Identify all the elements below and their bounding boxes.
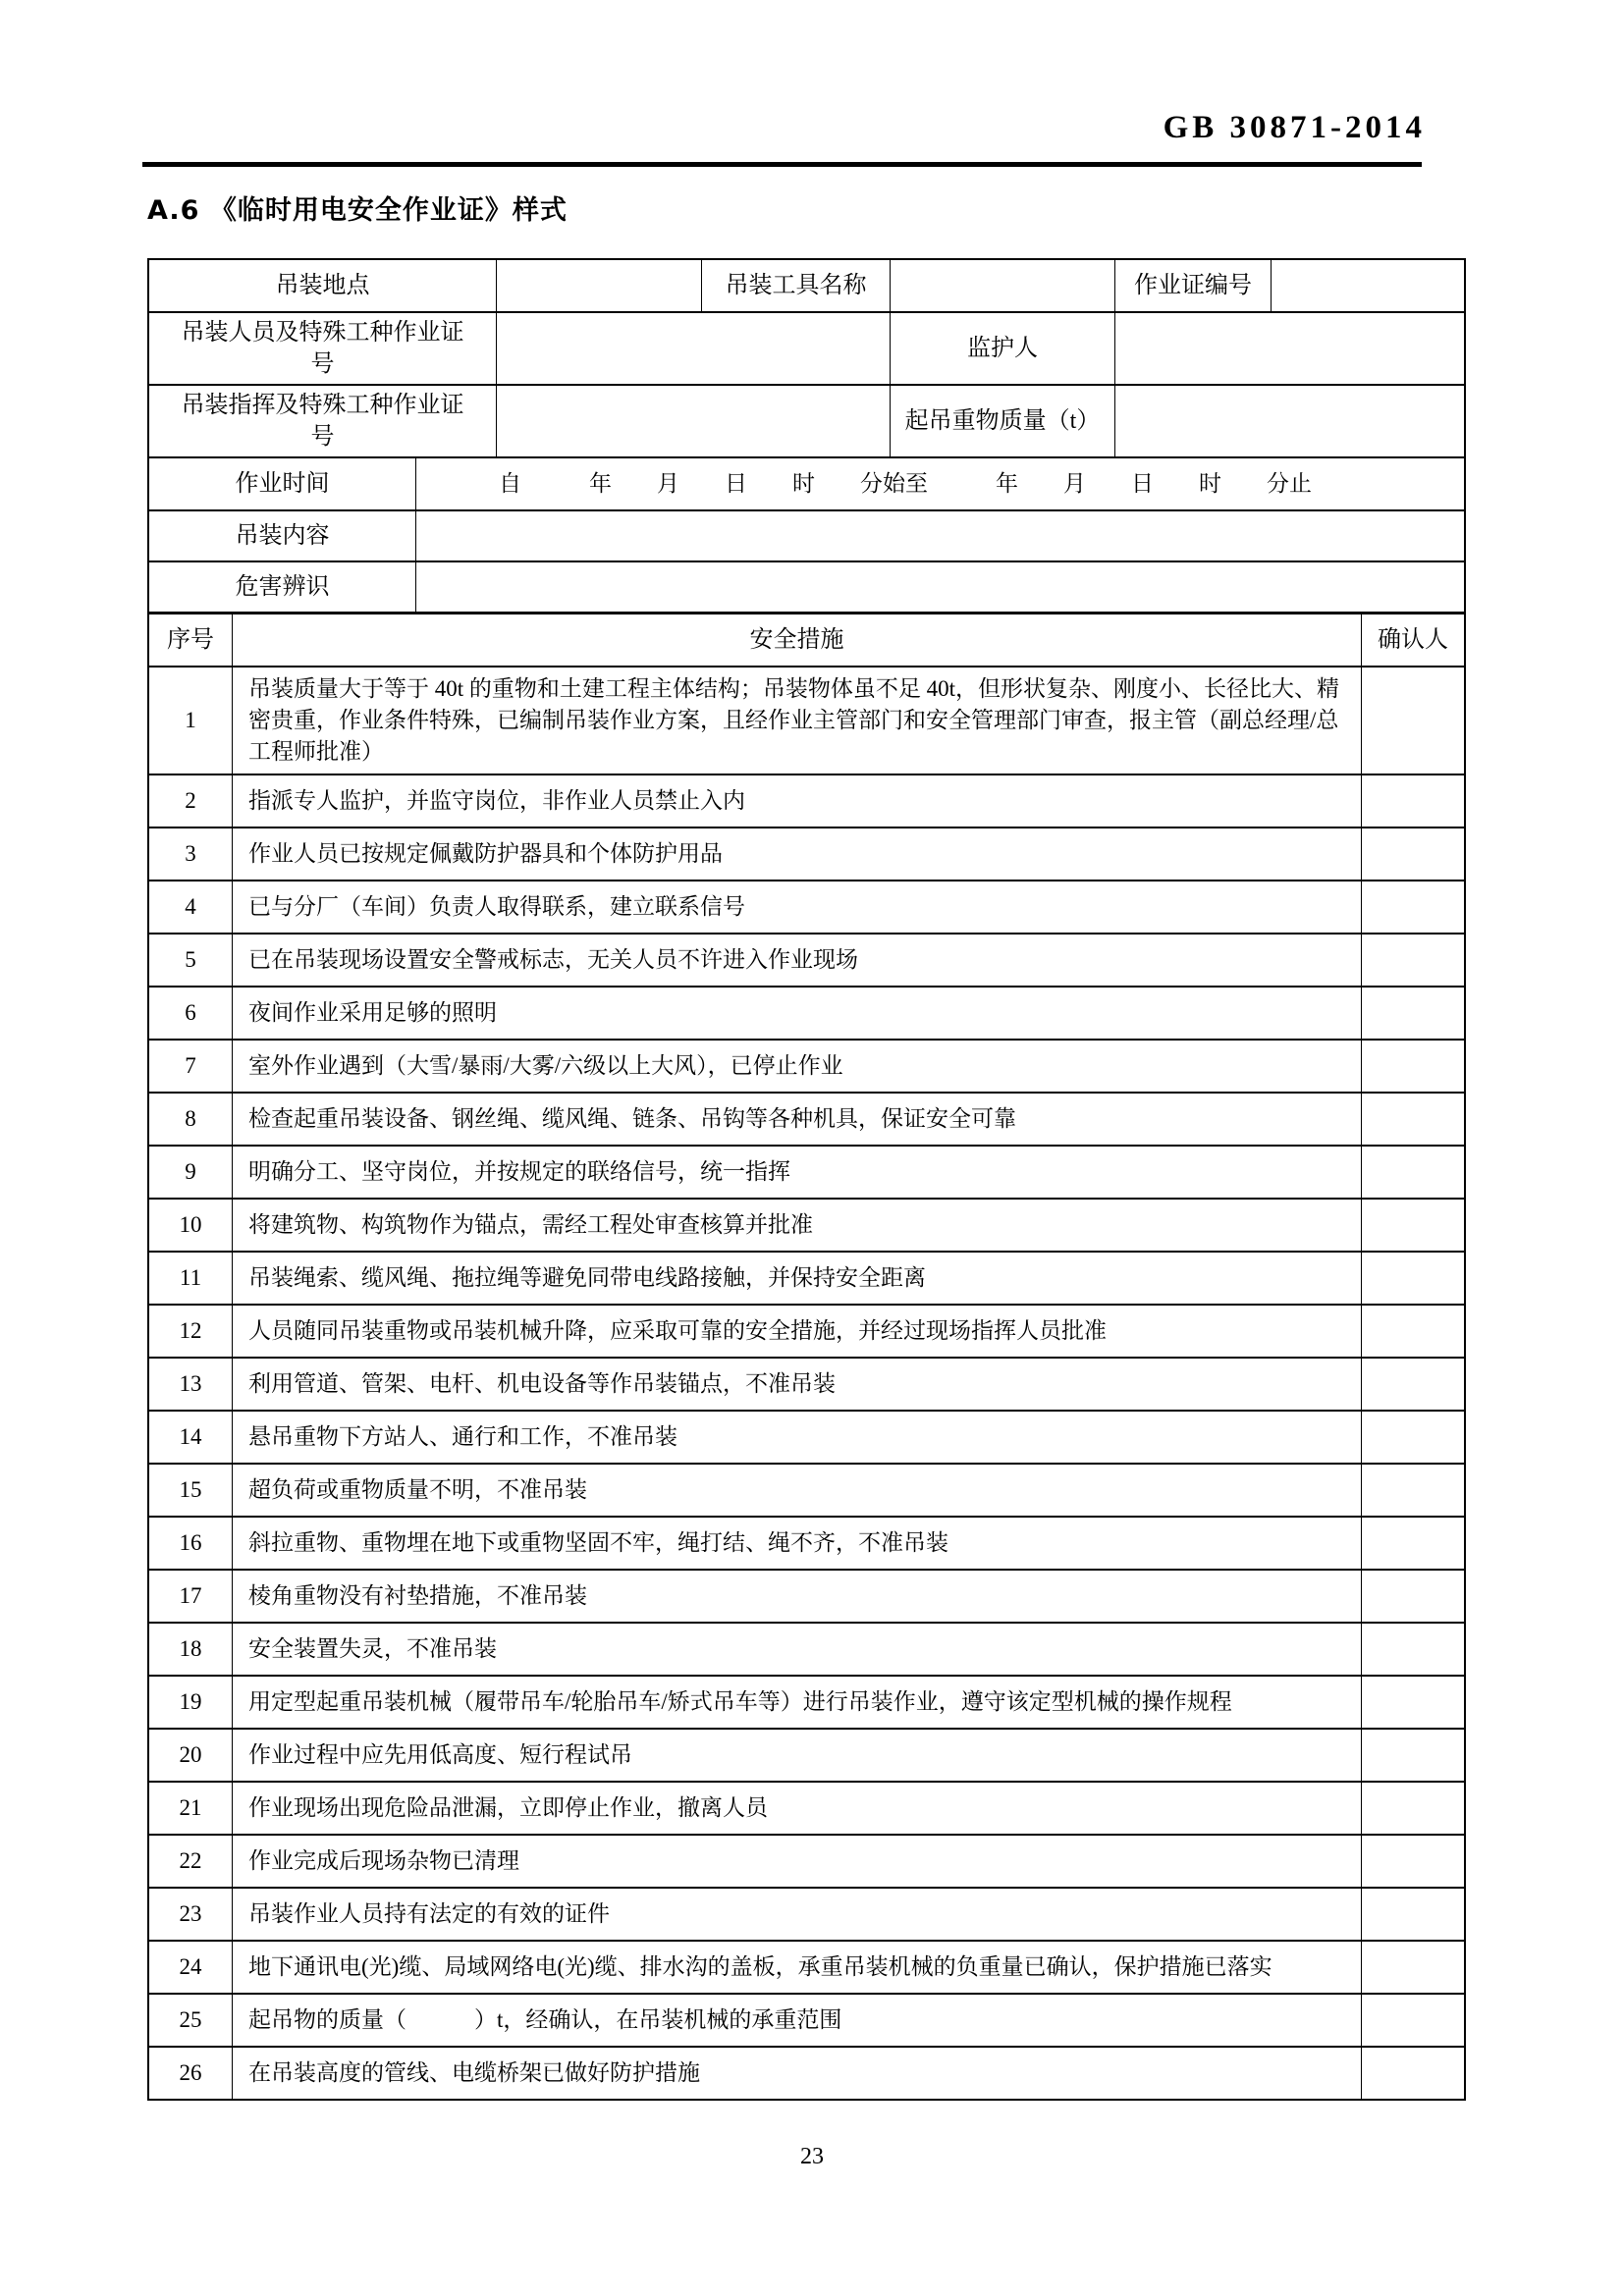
measure-number-cell: 25 bbox=[179, 2007, 202, 2032]
measure-confirm-cell bbox=[1361, 1094, 1464, 1145]
measure-number-cell: 7 bbox=[185, 1053, 196, 1078]
lift-content-label: 吊装内容 bbox=[235, 523, 330, 549]
measure-number-cell: 2 bbox=[185, 788, 196, 813]
measure-text-cell: 作业现场出现危险品泄漏，立即停止作业，撤离人员 bbox=[232, 1783, 1361, 1834]
lift-location-value-cell bbox=[496, 260, 701, 311]
measure-row bbox=[149, 774, 1464, 827]
measure-row bbox=[149, 986, 1464, 1039]
measure-number-cell: 8 bbox=[185, 1106, 196, 1131]
measure-text-cell: 用定型起重吊装机械（履带吊车/轮胎吊车/矫式吊车等）进行吊装作业，遵守该定型机械的操作规程 bbox=[232, 1677, 1361, 1728]
measure-confirm-cell bbox=[1361, 1041, 1464, 1092]
measure-number-cell: 23 bbox=[179, 1901, 202, 1926]
measure-confirm-cell bbox=[1361, 1836, 1464, 1887]
measure-number-cell: 21 bbox=[179, 1795, 202, 1820]
measure-number-cell: 16 bbox=[179, 1530, 202, 1555]
measure-number-cell: 9 bbox=[185, 1159, 196, 1184]
lift-content-value-cell bbox=[415, 511, 1464, 561]
measure-row bbox=[149, 1675, 1464, 1728]
measure-text-cell: 起吊物的质量（ ）t，经确认，在吊装机械的承重范围 bbox=[232, 1995, 1361, 2046]
form-row-content bbox=[149, 509, 1464, 561]
col-confirm-header: 确认人 bbox=[1361, 614, 1464, 666]
measure-row bbox=[149, 2046, 1464, 2099]
measure-confirm-cell bbox=[1361, 1624, 1464, 1675]
measure-confirm-cell bbox=[1361, 1942, 1464, 1993]
measure-text-cell: 检查起重吊装设备、钢丝绳、缆风绳、链条、吊钩等各种机具，保证安全可靠 bbox=[232, 1094, 1361, 1145]
tool-name-label: 吊装工具名称 bbox=[701, 260, 890, 311]
measure-row bbox=[149, 1728, 1464, 1781]
measure-row bbox=[149, 933, 1464, 986]
measures-header-row bbox=[149, 612, 1464, 666]
measure-number-cell: 3 bbox=[185, 841, 196, 866]
measure-number-cell: 13 bbox=[179, 1371, 202, 1396]
measure-row bbox=[149, 1198, 1464, 1251]
section-title: A.6 《临时用电安全作业证》样式 bbox=[147, 195, 568, 226]
measure-text-cell: 在吊装高度的管线、电缆桥架已做好防护措施 bbox=[232, 2048, 1361, 2099]
measure-row bbox=[149, 1940, 1464, 1993]
measure-number-cell: 1 bbox=[185, 708, 196, 732]
measure-row bbox=[149, 880, 1464, 933]
measure-row bbox=[149, 1251, 1464, 1304]
measure-row bbox=[149, 1834, 1464, 1887]
measure-row bbox=[149, 1622, 1464, 1675]
measure-number-cell: 15 bbox=[179, 1477, 202, 1502]
guardian-label: 监护人 bbox=[890, 313, 1114, 384]
form-row-commander bbox=[149, 384, 1464, 456]
measure-text-cell: 棱角重物没有衬垫措施，不准吊装 bbox=[232, 1571, 1361, 1622]
measure-confirm-cell bbox=[1361, 775, 1464, 827]
measure-row bbox=[149, 1516, 1464, 1569]
measure-text-cell: 安全装置失灵，不准吊装 bbox=[232, 1624, 1361, 1675]
col-no-header: 序号 bbox=[167, 627, 214, 653]
measure-number-cell: 22 bbox=[179, 1848, 202, 1873]
measure-text-cell: 利用管道、管架、电杆、机电设备等作吊装锚点，不准吊装 bbox=[232, 1359, 1361, 1410]
work-time-value: 自 年 月 日 时 分始至 年 月 日 时 分止 bbox=[415, 458, 1464, 509]
measure-confirm-cell bbox=[1361, 1677, 1464, 1728]
measure-number-cell: 12 bbox=[179, 1318, 202, 1343]
standard-number: GB 30871-2014 bbox=[1163, 110, 1426, 145]
commander-cert-label: 吊装指挥及特殊工种作业证号 bbox=[181, 393, 464, 450]
lift-weight-label: 起吊重物质量（t） bbox=[890, 386, 1114, 456]
measure-number-cell: 5 bbox=[185, 947, 196, 972]
measure-confirm-cell bbox=[1361, 934, 1464, 986]
measure-row bbox=[149, 1357, 1464, 1410]
measure-confirm-cell bbox=[1361, 1147, 1464, 1198]
measure-row bbox=[149, 1304, 1464, 1357]
measure-text-cell: 吊装作业人员持有法定的有效的证件 bbox=[232, 1889, 1361, 1940]
measure-confirm-cell bbox=[1361, 1571, 1464, 1622]
measure-number-cell: 20 bbox=[179, 1742, 202, 1767]
measures-body bbox=[149, 666, 1464, 2099]
measure-confirm-cell bbox=[1361, 2048, 1464, 2099]
personnel-cert-label: 吊装人员及特殊工种作业证号 bbox=[181, 320, 464, 377]
measure-confirm-cell bbox=[1361, 1889, 1464, 1940]
page-number: 23 bbox=[800, 2144, 824, 2169]
measure-text-cell: 超负荷或重物质量不明，不准吊装 bbox=[232, 1465, 1361, 1516]
measure-number-cell: 24 bbox=[179, 1954, 202, 1979]
measure-confirm-cell bbox=[1361, 667, 1464, 774]
measure-text-cell: 作业完成后现场杂物已清理 bbox=[232, 1836, 1361, 1887]
measure-text-cell: 已与分厂（车间）负责人取得联系，建立联系信号 bbox=[232, 881, 1361, 933]
measure-confirm-cell bbox=[1361, 1359, 1464, 1410]
measure-row bbox=[149, 666, 1464, 774]
measure-confirm-cell bbox=[1361, 828, 1464, 880]
measure-confirm-cell bbox=[1361, 988, 1464, 1039]
measure-text-cell: 吊装绳索、缆风绳、拖拉绳等避免同带电线路接触，并保持安全距离 bbox=[232, 1253, 1361, 1304]
measure-number-cell: 14 bbox=[179, 1424, 202, 1449]
measure-text-cell: 将建筑物、构筑物作为锚点，需经工程处审查核算并批准 bbox=[232, 1200, 1361, 1251]
measure-row bbox=[149, 1993, 1464, 2046]
measure-text-cell: 已在吊装现场设置安全警戒标志，无关人员不许进入作业现场 bbox=[232, 934, 1361, 986]
measure-text-cell: 人员随同吊装重物或吊装机械升降，应采取可靠的安全措施，并经过现场指挥人员批准 bbox=[232, 1306, 1361, 1357]
measure-text-cell: 明确分工、坚守岗位，并按规定的联络信号，统一指挥 bbox=[232, 1147, 1361, 1198]
measure-row bbox=[149, 1781, 1464, 1834]
measure-row bbox=[149, 1092, 1464, 1145]
measure-number-cell: 17 bbox=[179, 1583, 202, 1608]
measure-number-cell: 4 bbox=[185, 894, 196, 919]
content-area bbox=[147, 110, 1469, 2101]
measure-confirm-cell bbox=[1361, 881, 1464, 933]
measure-confirm-cell bbox=[1361, 1412, 1464, 1463]
measure-confirm-cell bbox=[1361, 1306, 1464, 1357]
col-measure-header: 安全措施 bbox=[232, 614, 1361, 666]
measure-number-cell: 19 bbox=[179, 1689, 202, 1714]
permit-form-table bbox=[147, 258, 1466, 2101]
measure-confirm-cell bbox=[1361, 1783, 1464, 1834]
measure-confirm-cell bbox=[1361, 1730, 1464, 1781]
tool-name-value-cell bbox=[890, 260, 1114, 311]
form-row-location bbox=[149, 260, 1464, 311]
measure-row bbox=[149, 1569, 1464, 1622]
measure-row bbox=[149, 1887, 1464, 1940]
measure-confirm-cell bbox=[1361, 1200, 1464, 1251]
hazard-id-value-cell bbox=[415, 562, 1464, 612]
measure-text-cell: 地下通讯电(光)缆、局域网络电(光)缆、排水沟的盖板，承重吊装机械的负重量已确认，保护措施已落实 bbox=[232, 1942, 1361, 1993]
measure-text-cell: 夜间作业采用足够的照明 bbox=[232, 988, 1361, 1039]
form-row-worktime bbox=[149, 456, 1464, 509]
measure-number-cell: 11 bbox=[179, 1265, 202, 1290]
measure-text-cell: 作业过程中应先用低高度、短行程试吊 bbox=[232, 1730, 1361, 1781]
lift-location-label: 吊装地点 bbox=[275, 273, 370, 298]
form-row-personnel bbox=[149, 311, 1464, 384]
measure-text-cell: 吊装质量大于等于 40t 的重物和土建工程主体结构；吊装物体虽不足 40t，但形状复杂、刚度小、长径比大、精密贵重，作业条件特殊，已编制吊装作业方案，且经作业主管部门和安全管理部门审查，报主管（副总经理/总工程师批准） bbox=[232, 667, 1361, 774]
measure-confirm-cell bbox=[1361, 1995, 1464, 2046]
measure-number-cell: 6 bbox=[185, 1000, 196, 1025]
measure-row bbox=[149, 1145, 1464, 1198]
measure-text-cell: 斜拉重物、重物埋在地下或重物坚固不牢，绳打结、绳不齐，不准吊装 bbox=[232, 1518, 1361, 1569]
measure-text-cell: 指派专人监护，并监守岗位，非作业人员禁止入内 bbox=[232, 775, 1361, 827]
measure-row bbox=[149, 1410, 1464, 1463]
measure-text-cell: 悬吊重物下方站人、通行和工作，不准吊装 bbox=[232, 1412, 1361, 1463]
form-row-hazard bbox=[149, 561, 1464, 612]
measure-row bbox=[149, 1463, 1464, 1516]
permit-no-value-cell bbox=[1271, 260, 1464, 311]
commander-cert-value-cell bbox=[496, 386, 890, 456]
work-time-label: 作业时间 bbox=[235, 471, 330, 497]
measure-text-cell: 室外作业遇到（大雪/暴雨/大雾/六级以上大风），已停止作业 bbox=[232, 1041, 1361, 1092]
measure-row bbox=[149, 827, 1464, 880]
permit-no-label: 作业证编号 bbox=[1114, 260, 1271, 311]
hazard-id-label: 危害辨识 bbox=[235, 574, 330, 600]
measure-confirm-cell bbox=[1361, 1253, 1464, 1304]
measure-confirm-cell bbox=[1361, 1518, 1464, 1569]
measure-number-cell: 26 bbox=[179, 2060, 202, 2085]
lift-weight-value-cell bbox=[1114, 386, 1464, 456]
measure-number-cell: 18 bbox=[179, 1636, 202, 1661]
measure-text-cell: 作业人员已按规定佩戴防护器具和个体防护用品 bbox=[232, 828, 1361, 880]
personnel-cert-value-cell bbox=[496, 313, 890, 384]
header-rule bbox=[142, 162, 1422, 167]
measure-row bbox=[149, 1039, 1464, 1092]
measure-confirm-cell bbox=[1361, 1465, 1464, 1516]
guardian-value-cell bbox=[1114, 313, 1464, 384]
measure-number-cell: 10 bbox=[179, 1212, 202, 1237]
